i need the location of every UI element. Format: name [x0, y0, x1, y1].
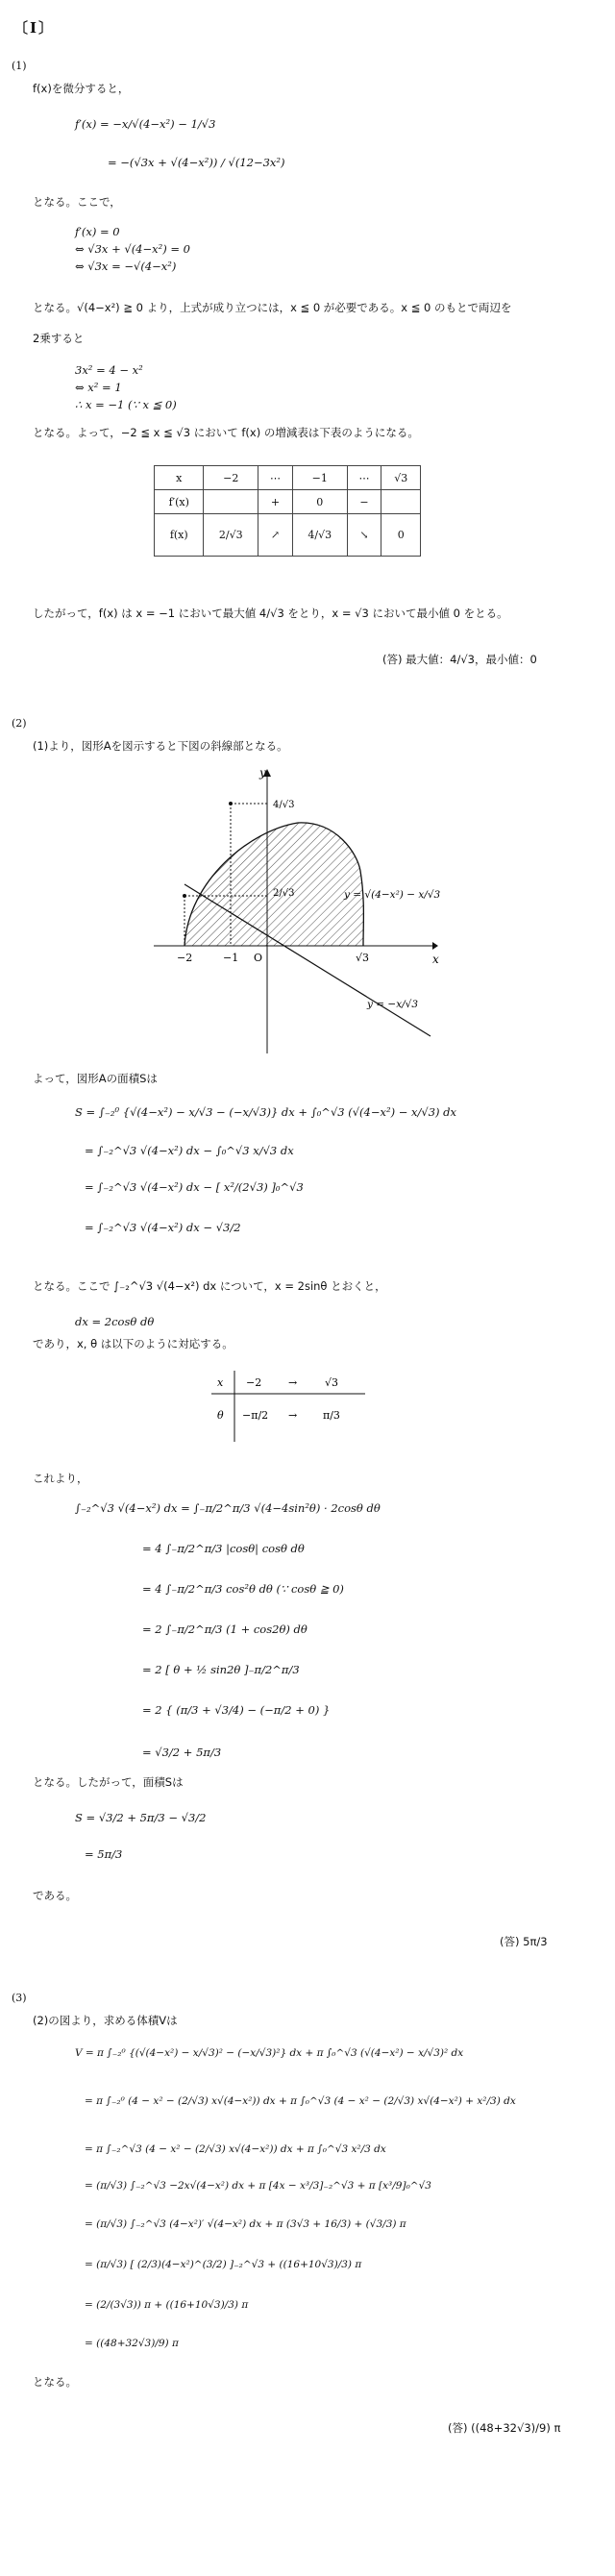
vt-cell: −	[347, 490, 381, 514]
integral-line2: = 4 ∫₋π/2^π/3 |cosθ| cosθ dθ	[142, 1542, 305, 1555]
variation-table	[154, 465, 421, 557]
vt-cell: ↗	[258, 514, 293, 557]
volume-line5: = (π/√3) ∫₋₂^√3 (4−x²)′ √(4−x²) dx + π (3√3 + 16/3) + (√3/3) π	[85, 2218, 406, 2230]
vt-cell: x	[155, 466, 204, 490]
vt-cell: ↘	[347, 514, 381, 557]
x-tick-root3: √3	[356, 952, 370, 964]
area-line2: = ∫₋₂^√3 √(4−x²) dx − ∫₀^√3 x/√3 dx	[85, 1144, 294, 1157]
vt-cell	[204, 490, 258, 514]
volume-line4: = (π/√3) ∫₋₂^√3 −2x√(4−x²) dx + π [4x − x³/3]₋₂^√3 + π [x³/9]₀^√3	[85, 2180, 431, 2192]
integral-line4: = 2 ∫₋π/2^π/3 (1 + cos2θ) dθ	[142, 1622, 308, 1636]
area-result2: = 5π/3	[85, 1847, 123, 1861]
part2-intro: (1)より，図形Aを図示すると下図の斜線部となる。	[33, 739, 288, 753]
volume-line3: = π ∫₋₂^√3 (4 − x² − (2/√3) x√(4−x²)) dx + π ∫₀^√3 x²/3 dx	[85, 2143, 386, 2155]
part3-number: (3)	[12, 1992, 27, 2004]
vt-cell: √3	[381, 466, 421, 490]
part2-answer: (答) 5π/3	[500, 1935, 548, 1948]
vt-cell: f′(x)	[155, 490, 204, 514]
y-tick-mid: 2/√3	[273, 888, 295, 899]
hatched-region	[184, 823, 363, 946]
integral-line6: = 2 { (π/3 + √3/4) − (−π/2 + 0) }	[142, 1703, 331, 1717]
ct-cell: x	[217, 1376, 224, 1389]
vt-cell: f(x)	[155, 514, 204, 557]
vt-cell: +	[258, 490, 293, 514]
part2-text2: となる。ここで ∫₋₂^√3 √(4−x²) dx について，x = 2sinθ とおくと，	[33, 1279, 386, 1293]
part2-text1: よって，図形Aの面積Sは	[33, 1072, 158, 1085]
vt-cell: 2/√3	[204, 514, 258, 557]
volume-line2: = π ∫₋₂⁰ (4 − x² − (2/√3) x√(4−x²)) dx + π ∫₀^√3 (4 − x² − (2/√3) x√(4−x²) + x²/3) dx	[85, 2095, 516, 2107]
ct-cell: √3	[325, 1376, 339, 1389]
part1-eq1: f′(x) = 0	[75, 225, 120, 238]
curve-label: y = √(4−x²) − x/√3	[344, 889, 441, 901]
part1-eq3: ⇔ √3x = −√(4−x²)	[75, 260, 177, 273]
y-axis-label: y	[259, 766, 266, 780]
volume-line8: = ((48+32√3)/9) π	[85, 2338, 179, 2349]
vt-cell	[381, 490, 421, 514]
part1-answer: (答) 最大値：4/√3，最小値：0	[382, 653, 537, 666]
part1-text4: したがって，f(x) は x = −1 において最大値 4/√3 をとり，x = √3 において最小値 0 をとる。	[33, 607, 508, 620]
part3-text1: となる。	[33, 2375, 77, 2389]
volume-line7: = (2/(3√3)) π + ((16+10√3)/3) π	[85, 2299, 249, 2311]
correspondence-table	[211, 1369, 369, 1446]
integral-line1: ∫₋₂^√3 √(4−x²) dx = ∫₋π/2^π/3 √(4−4sin²θ) · 2cosθ dθ	[75, 1501, 381, 1515]
origin-label: O	[254, 952, 263, 964]
line-label: y = −x/√3	[367, 999, 419, 1010]
vt-cell: −2	[204, 466, 258, 490]
ct-cell: −2	[246, 1376, 262, 1389]
part2-text3: であり，x, θ は以下のように対応する。	[33, 1337, 234, 1350]
region-graph	[144, 765, 461, 1059]
part1-number: (1)	[12, 60, 27, 72]
part3-intro: (2)の図より，求める体積Vは	[33, 2014, 178, 2027]
part1-intro: f(x)を微分すると，	[33, 82, 130, 95]
part1-sq2: ⇔ x² = 1	[75, 381, 122, 394]
vt-cell: 0	[292, 490, 347, 514]
area-line4: = ∫₋₂^√3 √(4−x²) dx − √3/2	[85, 1221, 241, 1234]
part2-text5: となる。したがって，面積Sは	[33, 1775, 184, 1789]
part1-text2a: となる。√(4−x²) ≧ 0 より，上式が成り立つには，x ≦ 0 が必要である。x ≦ 0 のもとで両辺を	[33, 301, 512, 314]
part1-text3: となる。よって，−2 ≦ x ≦ √3 において f(x) の増減表は下表のようになる。	[33, 426, 419, 439]
vt-cell: ⋯	[347, 466, 381, 490]
part2-text6: である。	[33, 1889, 77, 1902]
vt-cell: −1	[292, 466, 347, 490]
ct-cell: θ	[217, 1409, 224, 1422]
ct-cell: −π/2	[242, 1409, 269, 1422]
vt-cell: 4/√3	[292, 514, 347, 557]
part2-number: (2)	[12, 717, 27, 730]
part2-text4: これより，	[33, 1472, 88, 1485]
integral-line7: = √3/2 + 5π/3	[142, 1746, 222, 1759]
part3-answer: (答) ((48+32√3)/9) π	[448, 2421, 561, 2435]
part1-eq2: ⇔ √3x + √(4−x²) = 0	[75, 242, 190, 256]
area-line3: = ∫₋₂^√3 √(4−x²) dx − [ x²/(2√3) ]₀^√3	[85, 1180, 304, 1194]
y-tick-top: 4/√3	[273, 800, 295, 810]
vt-cell: ⋯	[258, 466, 293, 490]
volume-line1: V = π ∫₋₂⁰ {(√(4−x²) − x/√3)² − (−x/√3)²} dx + π ∫₀^√3 (√(4−x²) − x/√3)² dx	[75, 2047, 464, 2059]
x-tick-minus2: −2	[177, 952, 193, 964]
section-heading: 〔Ⅰ〕	[13, 19, 56, 37]
part1-derivative-line2: = −(√3x + √(4−x²)) / √(12−3x²)	[108, 156, 285, 169]
part1-sq3: ∴ x = −1 (∵ x ≦ 0)	[75, 398, 177, 411]
part1-text1: となる。ここで，	[33, 195, 121, 209]
part1-sq1: 3x² = 4 − x²	[75, 363, 143, 377]
vt-cell: 0	[381, 514, 421, 557]
area-result1: S = √3/2 + 5π/3 − √3/2	[75, 1811, 207, 1824]
ct-cell: →	[288, 1376, 298, 1389]
integral-line3: = 4 ∫₋π/2^π/3 cos²θ dθ (∵ cosθ ≧ 0)	[142, 1582, 344, 1596]
point-max	[229, 802, 233, 805]
x-tick-minus1: −1	[223, 952, 239, 964]
area-line1: S = ∫₋₂⁰ {√(4−x²) − x/√3 − (−x/√3)} dx + ∫₀^√3 (√(4−x²) − x/√3) dx	[75, 1105, 457, 1119]
point-start	[183, 894, 186, 898]
substitution: dx = 2cosθ dθ	[75, 1315, 155, 1328]
x-axis-label: x	[432, 953, 439, 966]
part1-derivative-line1: f′(x) = −x/√(4−x²) − 1/√3	[75, 117, 216, 131]
ct-cell: →	[288, 1409, 298, 1422]
x-axis-arrow	[432, 942, 438, 950]
volume-line6: = (π/√3) [ (2/3)(4−x²)^(3/2) ]₋₂^√3 + ((16+10√3)/3) π	[85, 2259, 362, 2270]
integral-line5: = 2 [ θ + ½ sin2θ ]₋π/2^π/3	[142, 1663, 300, 1676]
part1-text2b: 2乗すると	[33, 332, 85, 345]
ct-cell: π/3	[323, 1409, 340, 1422]
